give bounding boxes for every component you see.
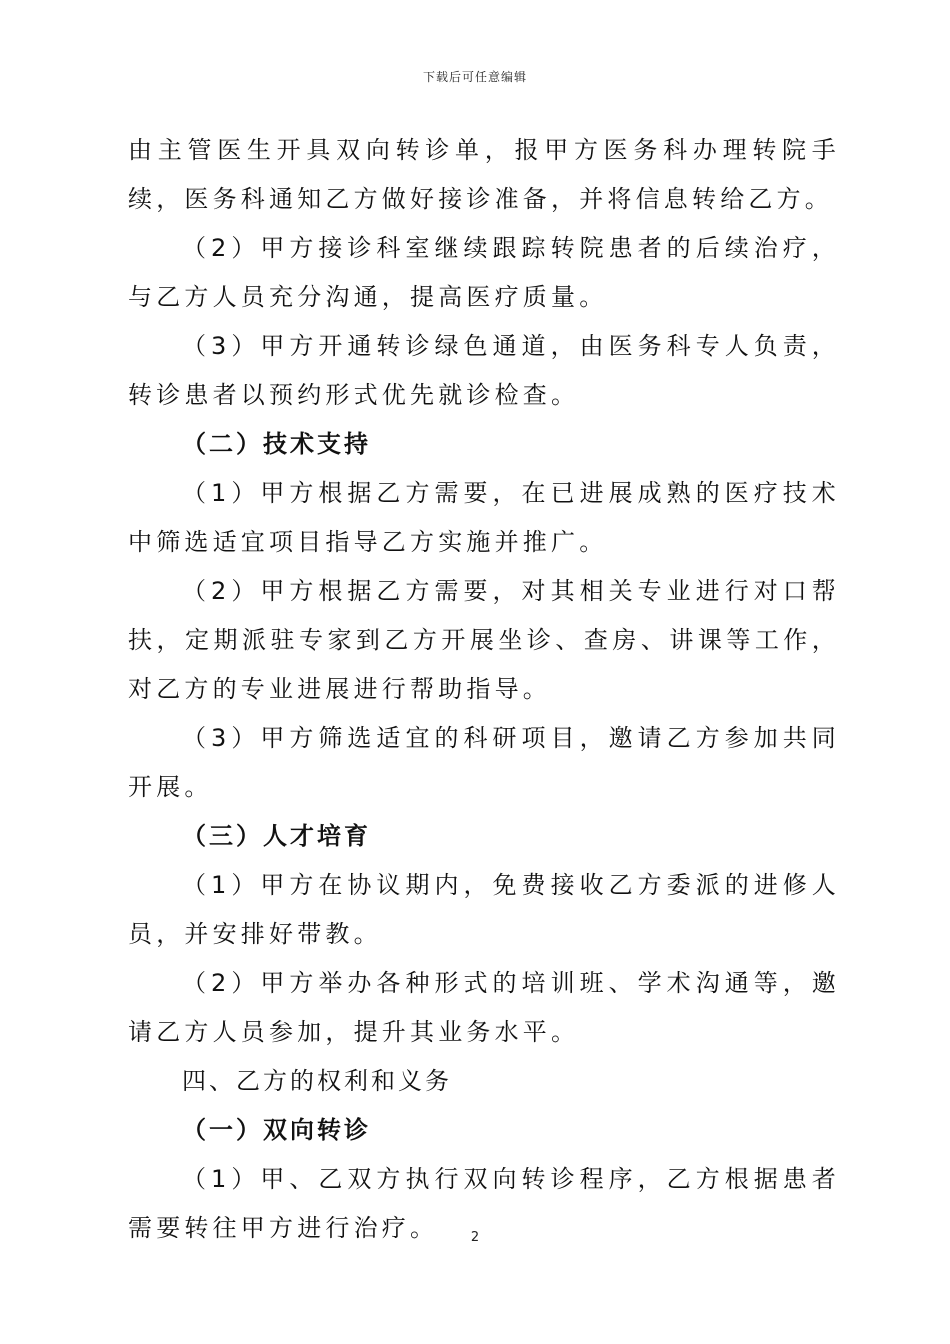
paragraph-item: （1）甲、乙双方执行双向转诊程序，乙方根据患者需要转往甲方进行治疗。 (128, 1165, 840, 1242)
page-header: 下载后可任意编辑 (422, 70, 527, 84)
paragraph-item: （1）甲方在协议期内，免费接收乙方委派的进修人员，并安排好带教。 (128, 871, 840, 948)
chapter-heading-party-b-rights: 四、乙方的权利和义务 (182, 1067, 452, 1095)
paragraph-item: （1）甲方根据乙方需要，在已进展成熟的医疗技术中筛选适宜项目指导乙方实施并推广。 (128, 479, 840, 556)
page-number: 2 (470, 1230, 480, 1245)
paragraph-item: （3）甲方筛选适宜的科研项目，邀请乙方参加共同开展。 (128, 724, 840, 801)
paragraph-item: （2）甲方接诊科室继续跟踪转院患者的后续治疗，与乙方人员充分沟通，提高医疗质量。 (128, 234, 840, 311)
document-body (128, 126, 840, 1253)
paragraph-continuation: 由主管医生开具双向转诊单，报甲方医务科办理转院手续，医务科通知乙方做好接诊准备，并将信息转给乙方。 (128, 136, 840, 213)
paragraph-item: （2）甲方根据乙方需要，对其相关专业进行对口帮扶，定期派驻专家到乙方开展坐诊、查房、讲课等工作，对乙方的专业进展进行帮助指导。 (128, 577, 840, 703)
paragraph-item: （3）甲方开通转诊绿色通道，由医务科专人负责，转诊患者以预约形式优先就诊检查。 (128, 332, 840, 409)
paragraph-item: （2）甲方举办各种形式的培训班、学术沟通等，邀请乙方人员参加，提升其业务水平。 (128, 969, 840, 1046)
section-heading-two-way-referral: （一）双向转诊 (182, 1116, 371, 1144)
section-heading-technical-support: （二）技术支持 (182, 430, 371, 458)
section-heading-talent-training: （三）人才培育 (182, 822, 371, 850)
